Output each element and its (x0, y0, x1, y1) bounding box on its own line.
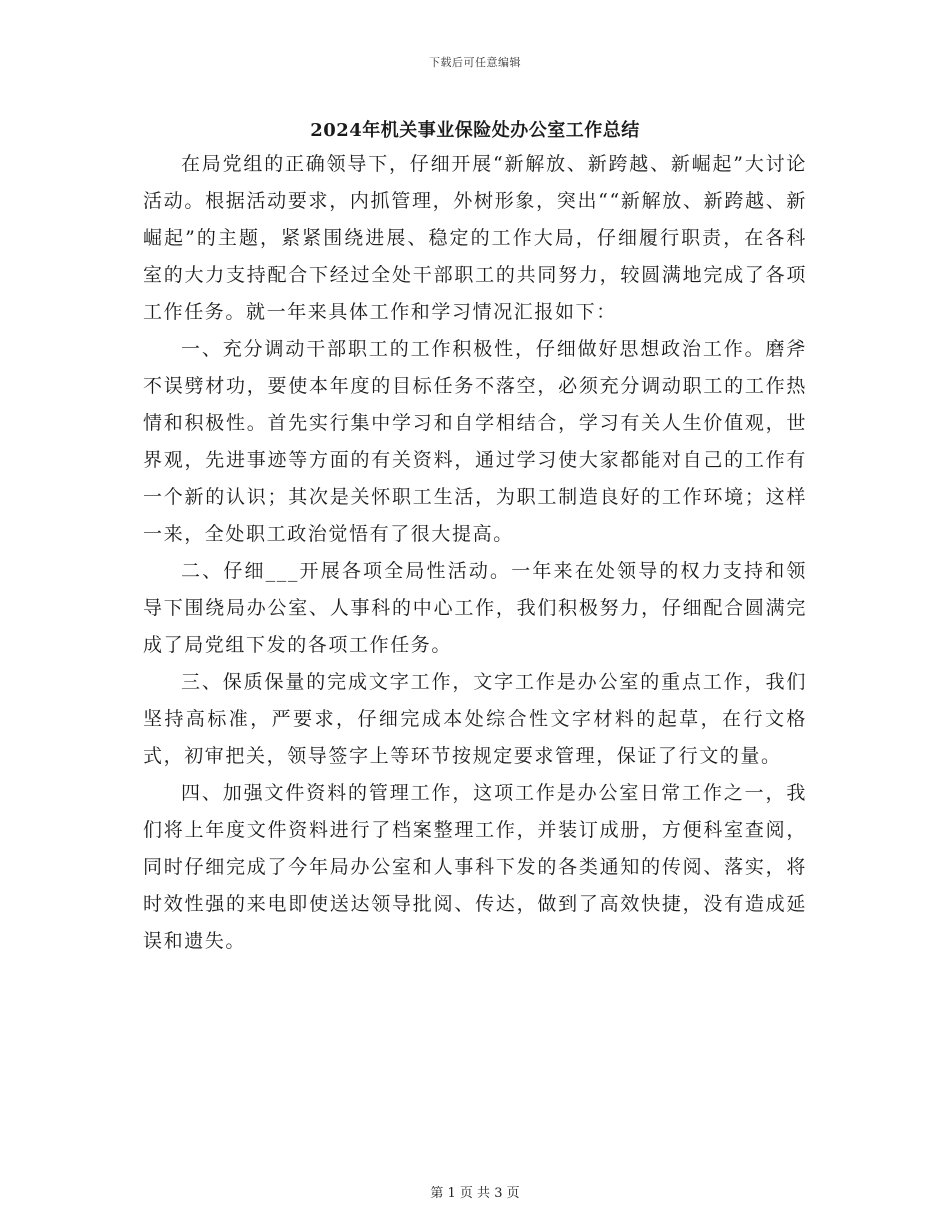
page-number: 第 1 页 共 3 页 (430, 1186, 520, 1201)
document-title: 2024年机关事业保险处办公室工作总结 (310, 120, 640, 141)
download-note: 下载后可任意编辑 (429, 56, 521, 69)
paragraph-intro: 在局党组的正确领导下，仔细开展“新解放、新跨越、新崛起”大讨论活动。根据活动要求，内抓管理，外树形象，突出““新解放、新跨越、新崛起”的主题，紧紧围绕进展、稳定的工作大局，仔细履行职责，在各科室的大力支持配合下经过全处干部职工的共同努力，较圆满地完成了各项工作任务。就一年来具体工作和学习情况汇报如下： (143, 153, 807, 323)
paragraph-section-4: 四、加强文件资料的管理工作，这项工作是办公室日常工作之一，我们将上年度文件资料进行了档案整理工作，并装订成册，方便科室查阅，同时仔细完成了今年局办公室和人事科下发的各类通知的传阅、落实，将时效性强的来电即使送达领导批阅、传达，做到了高效快捷，没有造成延误和遗失。 (143, 782, 807, 952)
paragraph-section-1: 一、充分调动干部职工的工作积极性，仔细做好思想政治工作。磨斧不误劈材功，要使本年度的目标任务不落空，必须充分调动职工的工作热情和积极性。首先实行集中学习和自学相结合，学习有关人生价值观，世界观，先进事迹等方面的有关资料，通过学习使大家都能对自己的工作有一个新的认识；其次是关怀职工生活，为职工制造良好的工作环境；这样一来，全处职工政治觉悟有了很大提高。 (143, 338, 807, 545)
document-body (143, 146, 807, 960)
paragraph-section-3: 三、保质保量的完成文字工作，文字工作是办公室的重点工作，我们坚持高标准，严要求，仔细完成本处综合性文字材料的起草，在行文格式，初审把关，领导签字上等环节按规定要求管理，保证了行文的量。 (143, 671, 807, 767)
paragraph-section-2: 二、仔细___开展各项全局性活动。一年来在处领导的权力支持和领导下围绕局办公室、人事科的中心工作，我们积极努力，仔细配合圆满完成了局党组下发的各项工作任务。 (143, 560, 807, 656)
